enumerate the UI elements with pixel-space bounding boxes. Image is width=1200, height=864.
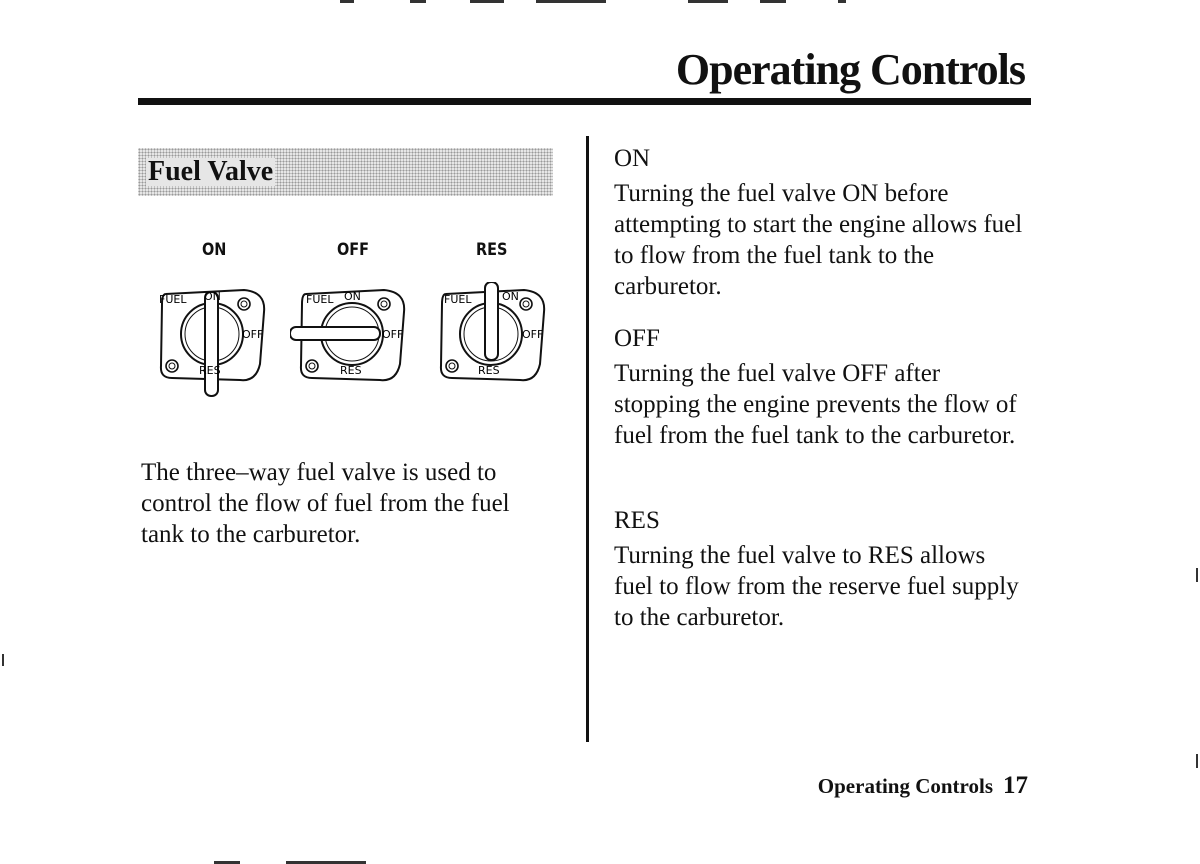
dial-text-on: ON	[344, 290, 361, 303]
scan-mark	[1196, 568, 1198, 582]
on-heading: ON	[614, 145, 651, 172]
scan-mark	[536, 0, 606, 3]
off-section	[614, 324, 1024, 451]
scan-mark	[340, 0, 354, 3]
dial-text-res: RES	[478, 364, 500, 377]
title-rule	[138, 98, 1031, 105]
off-text: Turning the fuel valve OFF after stopping the engine prevents the flow of fuel from the fuel tank to the carburetor.	[614, 360, 1017, 449]
res-text: Turning the fuel valve to RES allows fuel to flow from the reserve fuel supply to the carburetor.	[614, 542, 1019, 631]
page-number: 17	[1003, 772, 1028, 799]
dial-text-off: OFF	[242, 328, 264, 341]
on-text: Turning the fuel valve ON before attempting to start the engine allows fuel to flow from the fuel tank to the carburetor.	[614, 180, 1023, 300]
dial-text-res: RES	[340, 364, 362, 377]
res-heading: RES	[614, 507, 660, 534]
column-divider	[586, 136, 589, 742]
page-title: Operating Controls	[675, 45, 1025, 94]
dial-text-off: OFF	[382, 328, 404, 341]
scan-mark	[838, 0, 846, 3]
dial-text-fuel: FUEL	[306, 293, 334, 306]
scan-mark	[760, 0, 786, 3]
dial-text-off: OFF	[522, 328, 544, 341]
valve-label-res: RES	[476, 240, 508, 260]
fuel-valve-on-illustration	[156, 282, 272, 400]
intro-paragraph: The three–way fuel valve is used to control the flow of fuel from the fuel tank to the carburetor.	[141, 459, 510, 548]
page-footer	[818, 772, 1028, 800]
dial-text-fuel: FUEL	[444, 293, 472, 306]
section-heading-box	[138, 148, 553, 196]
dial-text-res: RES	[199, 364, 221, 377]
scan-mark	[1196, 754, 1198, 768]
scan-mark	[470, 0, 504, 3]
off-heading: OFF	[614, 325, 660, 352]
valve-label-on: ON	[202, 240, 227, 260]
fuel-valve-res-illustration	[438, 282, 554, 400]
scan-mark	[2, 654, 4, 666]
scan-mark	[410, 0, 426, 3]
footer-label: Operating Controls	[817, 774, 993, 798]
fuel-valve-off-illustration	[290, 282, 412, 400]
dial-text-on: ON	[204, 290, 221, 303]
dial-text-on: ON	[502, 290, 519, 303]
section-heading: Fuel Valve	[148, 156, 274, 187]
dial-text-fuel: FUEL	[159, 293, 187, 306]
on-section	[614, 144, 1024, 302]
scan-mark	[688, 0, 728, 3]
valve-label-off: OFF	[337, 240, 370, 260]
res-section	[614, 506, 1024, 633]
